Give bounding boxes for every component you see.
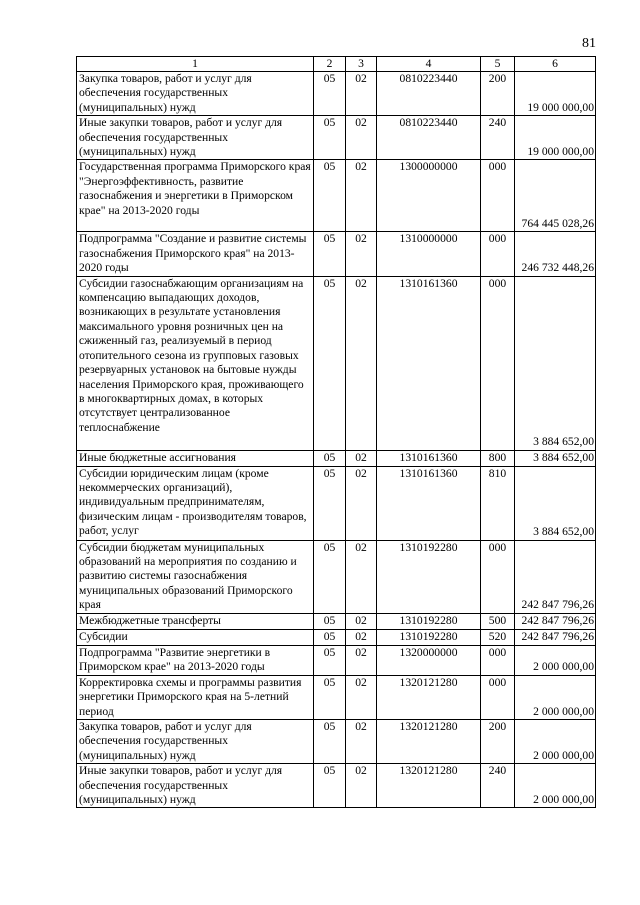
subsection-code-cell: 02 [346,466,377,540]
subsection-code-cell: 02 [346,450,377,466]
expense-type-cell: 000 [481,645,515,675]
expense-type-cell: 000 [481,160,515,232]
header-row [77,57,596,72]
expense-type-cell: 240 [481,116,515,160]
subsection-code-cell: 02 [346,276,377,450]
subsection-code-cell: 02 [346,72,377,116]
table-row [77,160,596,232]
amount-cell: 764 445 028,26 [515,160,596,232]
section-code-cell: 05 [314,764,346,808]
target-article-cell: 1310000000 [377,232,481,276]
subsection-code-cell: 02 [346,613,377,629]
amount-cell: 242 847 796,26 [515,629,596,645]
amount-cell: 2 000 000,00 [515,675,596,719]
row-name-cell: Закупка товаров, работ и услуг для обеспечения государственных (муниципальных) нужд [77,72,314,116]
row-name-cell: Подпрограмма "Создание и развитие системы газоснабжения Приморского края" на 2013-2020 годы [77,232,314,276]
target-article-cell: 1310161360 [377,466,481,540]
amount-cell: 242 847 796,26 [515,540,596,613]
target-article-cell: 0810223440 [377,116,481,160]
section-code-cell: 05 [314,276,346,450]
section-code-cell: 05 [314,613,346,629]
row-name-cell: Иные бюджетные ассигнования [77,450,314,466]
table-row [77,540,596,613]
table-row [77,276,596,450]
amount-cell: 2 000 000,00 [515,645,596,675]
header-cell: 3 [346,57,377,72]
expense-type-cell: 000 [481,540,515,613]
row-name-cell: Государственная программа Приморского края "Энергоэффективность, развитие газоснабжения и энергетики в Приморском крае" на 2013-2020 годы [77,160,314,232]
target-article-cell: 1310192280 [377,613,481,629]
table-row [77,116,596,160]
expense-type-cell: 000 [481,232,515,276]
expense-type-cell: 500 [481,613,515,629]
amount-cell: 19 000 000,00 [515,116,596,160]
row-name-cell: Субсидии юридическим лицам (кроме некоммерческих организаций), индивидуальным предпринимателям, физическим лицам - производителям товаров, работ, услуг [77,466,314,540]
header-cell: 4 [377,57,481,72]
section-code-cell: 05 [314,540,346,613]
subsection-code-cell: 02 [346,645,377,675]
row-name-cell: Субсидии [77,629,314,645]
target-article-cell: 1310161360 [377,450,481,466]
target-article-cell: 1310161360 [377,276,481,450]
target-article-cell: 1300000000 [377,160,481,232]
header-cell: 6 [515,57,596,72]
table-body [77,57,596,808]
section-code-cell: 05 [314,629,346,645]
section-code-cell: 05 [314,160,346,232]
amount-cell: 246 732 448,26 [515,232,596,276]
amount-cell: 3 884 652,00 [515,276,596,450]
subsection-code-cell: 02 [346,675,377,719]
subsection-code-cell: 02 [346,629,377,645]
target-article-cell: 1320121280 [377,764,481,808]
section-code-cell: 05 [314,719,346,763]
row-name-cell: Иные закупки товаров, работ и услуг для обеспечения государственных (муниципальных) нужд [77,764,314,808]
table-row [77,72,596,116]
amount-cell: 19 000 000,00 [515,72,596,116]
header-cell: 1 [77,57,314,72]
expense-type-cell: 200 [481,72,515,116]
row-name-cell: Подпрограмма "Развитие энергетики в Приморском крае" на 2013-2020 годы [77,645,314,675]
header-cell: 2 [314,57,346,72]
target-article-cell: 1320000000 [377,645,481,675]
amount-cell: 3 884 652,00 [515,450,596,466]
section-code-cell: 05 [314,72,346,116]
expense-type-cell: 000 [481,276,515,450]
subsection-code-cell: 02 [346,232,377,276]
row-name-cell: Иные закупки товаров, работ и услуг для обеспечения государственных (муниципальных) нужд [77,116,314,160]
subsection-code-cell: 02 [346,160,377,232]
target-article-cell: 1310192280 [377,629,481,645]
expense-type-cell: 520 [481,629,515,645]
expense-type-cell: 240 [481,764,515,808]
section-code-cell: 05 [314,116,346,160]
section-code-cell: 05 [314,645,346,675]
amount-cell: 2 000 000,00 [515,719,596,763]
table-row [77,613,596,629]
target-article-cell: 1310192280 [377,540,481,613]
section-code-cell: 05 [314,232,346,276]
subsection-code-cell: 02 [346,719,377,763]
section-code-cell: 05 [314,450,346,466]
row-name-cell: Корректировка схемы и программы развития энергетики Приморского края на 5-летний период [77,675,314,719]
target-article-cell: 1320121280 [377,675,481,719]
header-cell: 5 [481,57,515,72]
amount-cell: 242 847 796,26 [515,613,596,629]
table-row [77,450,596,466]
amount-cell: 3 884 652,00 [515,466,596,540]
subsection-code-cell: 02 [346,540,377,613]
budget-table [76,56,596,808]
table-row [77,629,596,645]
page-number: 81 [582,36,596,51]
subsection-code-cell: 02 [346,116,377,160]
section-code-cell: 05 [314,466,346,540]
target-article-cell: 0810223440 [377,72,481,116]
row-name-cell: Межбюджетные трансферты [77,613,314,629]
target-article-cell: 1320121280 [377,719,481,763]
amount-cell: 2 000 000,00 [515,764,596,808]
table-row [77,764,596,808]
row-name-cell: Закупка товаров, работ и услуг для обеспечения государственных (муниципальных) нужд [77,719,314,763]
expense-type-cell: 800 [481,450,515,466]
subsection-code-cell: 02 [346,764,377,808]
expense-type-cell: 000 [481,675,515,719]
table-row [77,675,596,719]
table-row [77,232,596,276]
row-name-cell: Субсидии бюджетам муниципальных образований на мероприятия по созданию и развитию системы газоснабжения муниципальных образований Приморского края [77,540,314,613]
table-row [77,466,596,540]
row-name-cell: Субсидии газоснабжающим организациям на компенсацию выпадающих доходов, возникающих в результате установления максимального уровня розничных цен на сжиженный газ, реализуемый в период отопительного сезона из групповых газовых резервуарных установок на бытовые нужды населения Приморского края, проживающего в многоквартирных домах, в которых отсутствует централизованное теплоснабжение [77,276,314,450]
table-row [77,719,596,763]
table-row [77,645,596,675]
section-code-cell: 05 [314,675,346,719]
expense-type-cell: 200 [481,719,515,763]
expense-type-cell: 810 [481,466,515,540]
